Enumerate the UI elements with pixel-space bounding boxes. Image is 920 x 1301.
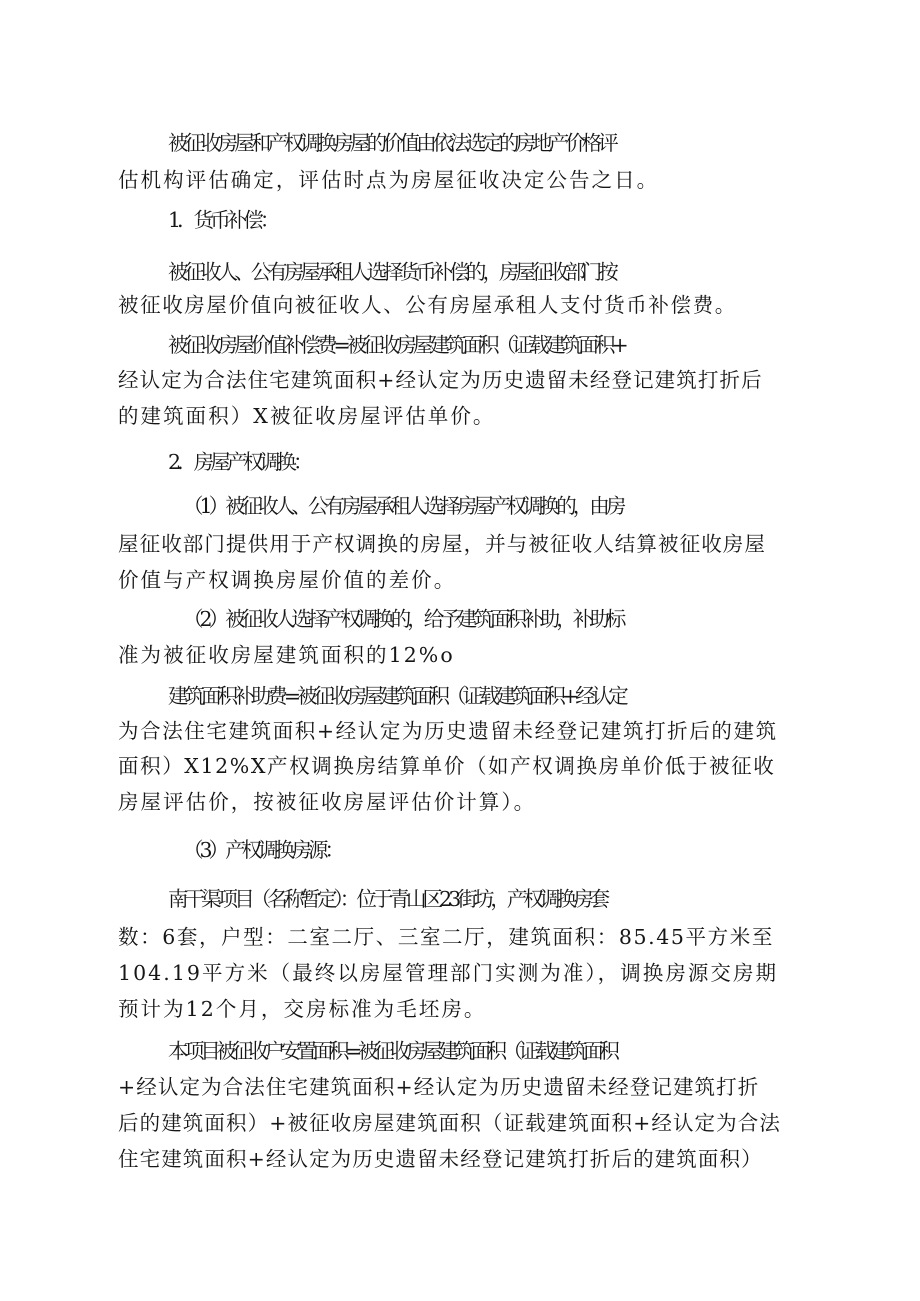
paragraph-line: 被征收人、公有房屋承租人选择货币补偿的，房屋征收部门按 <box>168 260 615 284</box>
formula-line: 被征收房屋价值补偿费=被征收房屋建筑面积（证载建筑面积+ <box>168 333 625 357</box>
paragraph-line: 准为被征收房屋建筑面积的12%o <box>118 643 455 667</box>
paragraph-line: 被征收房屋价值向被征收人、公有房屋承租人支付货币补偿费。 <box>118 293 737 317</box>
paragraph-line: 价值与产权调换房屋价值的差价。 <box>118 568 457 592</box>
paragraph-line: （2）被征收人选择产权调换的，给予建筑面积补助，补助标 <box>183 607 623 631</box>
formula-line: 住宅建筑面积+经认定为历史遗留未经登记建筑打折后的建筑面积） <box>118 1147 763 1171</box>
paragraph-line: 104.19平方米（最终以房屋管理部门实测为准），调换房源交房期 <box>118 961 779 985</box>
formula-line: 房屋评估价，按被征收房屋评估价计算）。 <box>118 790 537 814</box>
formula-line: 本项目被征收户安置面积=被征收房屋建筑面积（证载建筑面积 <box>168 1039 616 1063</box>
paragraph-line: 预计为12个月，交房标准为毛坯房。 <box>118 997 487 1021</box>
paragraph-line: （1）被征收人、公有房屋承租人选择房屋产权调换的，由房 <box>183 494 623 518</box>
paragraph-line: 被征收房屋和产权调换房屋的价值由依法选定的房地产价格评 <box>168 131 615 155</box>
paragraph-line: 数：6套，户型：二室二厅、三室二厅，建筑面积：85.45平方米至 <box>118 925 774 949</box>
section-heading-housing-source: （3）产权调换房源： <box>183 838 342 862</box>
formula-line: 经认定为合法住宅建筑面积+经认定为历史遗留未经登记建筑打折后 <box>118 368 763 392</box>
formula-line: 建筑面积补助费=被征收房屋建筑面积（证载建筑面积+经认定 <box>168 684 625 708</box>
formula-line: +经认定为合法住宅建筑面积+经认定为历史遗留未经登记建筑打折 <box>118 1075 760 1099</box>
section-heading-property-exchange: 2．房屋产权调换： <box>168 450 310 474</box>
paragraph-line: 估机构评估确定，评估时点为房屋征收决定公告之日。 <box>118 168 660 192</box>
paragraph-line: 南干渠项目（名称暂定）：位于青山区23街坊，产权调换房套 <box>168 887 607 911</box>
paragraph-line: 屋征收部门提供用于产权调换的房屋，并与被征收人结算被征收房屋 <box>118 532 766 556</box>
formula-line: 的建筑面积）X被征收房屋评估单价。 <box>118 404 496 428</box>
formula-line: 后的建筑面积）+被征收房屋建筑面积（证载建筑面积+经认定为合法 <box>118 1111 781 1135</box>
formula-line: 面积）X12%X产权调换房结算单价（如产权调换房单价低于被征收 <box>118 754 776 778</box>
formula-line: 为合法住宅建筑面积+经认定为历史遗留未经登记建筑打折后的建筑 <box>118 719 778 743</box>
section-heading-currency-compensation: 1．货币补偿： <box>168 208 277 232</box>
